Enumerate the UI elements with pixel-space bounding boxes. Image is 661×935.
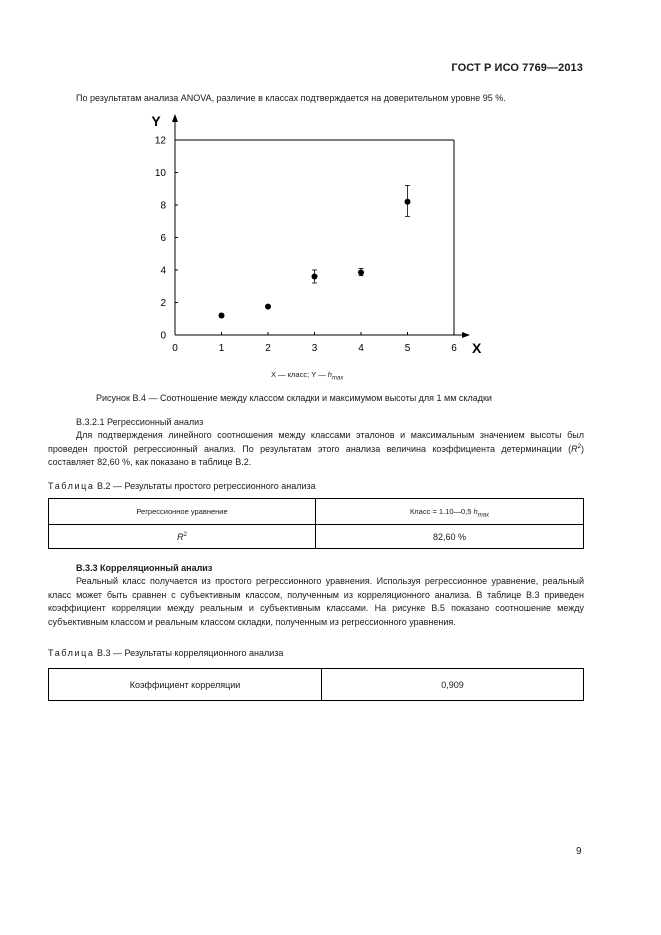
y-tick-label: 2 xyxy=(160,298,166,309)
b321-r-symbol: R xyxy=(571,443,578,454)
data-point xyxy=(219,313,225,319)
figure-caption: Рисунок В.4 — Соотношение между классом складки и максимумом высоты для 1 мм складки xyxy=(96,393,492,403)
b321-r-sup: 2 xyxy=(577,443,581,450)
x-tick-label: 0 xyxy=(172,343,178,354)
table-row xyxy=(49,525,584,549)
figure-legend xyxy=(271,370,344,382)
table-b3-caption-label: Таблица xyxy=(48,648,95,658)
section-b33-paragraph: Реальный класс получается из простого регрессионного уравнения. Используя регрессионное уравнение, реальный класс может быть сравнен с субъективным классом, полученным из корреляционного анализа. В таблице В.3 приведен коэффициент корреляции между реальным и субъективным классами. На рисунке В.5 показано соотношение между субъективным классом и реальным классом складки, полученным из регрессионного уравнения. xyxy=(48,576,584,627)
section-b321-paragraph xyxy=(48,429,584,470)
y-axis-arrow xyxy=(172,114,178,122)
data-point xyxy=(405,199,411,205)
page-number: 9 xyxy=(576,846,582,857)
data-point xyxy=(312,274,318,280)
table-b2-cell-value: 82,60 % xyxy=(316,525,584,549)
b321-text-part1: Для подтверждения линейного соотношения между классами эталонов и максимальным значением высоты был проведен простой регрессионный анализ. По результатам этого анализа величина коэффициента детерминации ( xyxy=(48,430,584,454)
y-axis-label: Y xyxy=(151,113,161,129)
formula-h-subscript: max xyxy=(477,512,490,519)
r-symbol: R xyxy=(177,531,184,542)
table-b3-value: 0,909 xyxy=(322,669,584,701)
document-standard-id: ГОСТ Р ИСО 7769—2013 xyxy=(451,62,583,74)
scatter-chart xyxy=(140,108,500,370)
x-axis-label: X xyxy=(472,340,482,356)
section-heading-b321: В.3.2.1 Регрессионный анализ xyxy=(76,417,204,427)
table-b2-caption xyxy=(48,481,316,491)
x-tick-label: 6 xyxy=(451,343,457,354)
y-tick-label: 6 xyxy=(160,233,166,244)
x-tick-label: 3 xyxy=(311,343,318,354)
table-b2-caption-label: Таблица xyxy=(48,481,95,491)
table-b3-caption-text: В.3 — Результаты корреляционного анализа xyxy=(97,648,284,658)
section-heading-b33: В.3.3 Корреляционный анализ xyxy=(76,563,213,573)
formula-pre: Класс = 1.10—0,5 xyxy=(409,507,472,516)
y-tick-label: 10 xyxy=(154,168,166,179)
table-b2-header-formula xyxy=(316,499,584,525)
table-b3-caption xyxy=(48,648,283,658)
x-tick-label: 4 xyxy=(358,343,364,354)
chart-ticks xyxy=(151,113,482,356)
legend-h-subscript: max xyxy=(331,375,344,382)
b321-text-part2: ) составляет 82,60 %, как показано в таблице В.2. xyxy=(48,443,584,467)
x-axis-arrow xyxy=(462,332,470,338)
legend-x-text: X — класс; Y — xyxy=(271,370,326,379)
chart-marks xyxy=(219,186,411,319)
table-row xyxy=(49,499,584,525)
x-tick-label: 2 xyxy=(265,343,271,354)
table-b2-caption-text: В.2 — Результаты простого регрессионного анализа xyxy=(97,481,316,491)
y-tick-label: 4 xyxy=(160,265,166,277)
y-tick-label: 12 xyxy=(154,135,166,147)
y-tick-label: 8 xyxy=(160,200,166,212)
table-b2-header-equation: Регрессионное уравнение xyxy=(49,499,316,525)
y-tick-label: 0 xyxy=(160,330,166,342)
chart-axes xyxy=(172,114,470,338)
data-point xyxy=(358,269,364,275)
intro-paragraph: По результатам анализа ANOVA, различие в классах подтверждается на доверительном уровне 95 %. xyxy=(76,93,506,103)
table-b2-cell-r2 xyxy=(49,525,316,549)
x-tick-label: 1 xyxy=(218,343,225,354)
r-superscript: 2 xyxy=(183,531,187,538)
table-b2 xyxy=(48,498,584,549)
data-point xyxy=(265,304,271,310)
table-row xyxy=(49,669,584,701)
x-tick-label: 5 xyxy=(404,343,411,354)
table-b3-label: Коэффициент корреляции xyxy=(49,669,322,701)
formula-h-symbol: h xyxy=(473,507,478,516)
table-b3 xyxy=(48,668,584,701)
legend-h-symbol: h xyxy=(327,370,332,379)
